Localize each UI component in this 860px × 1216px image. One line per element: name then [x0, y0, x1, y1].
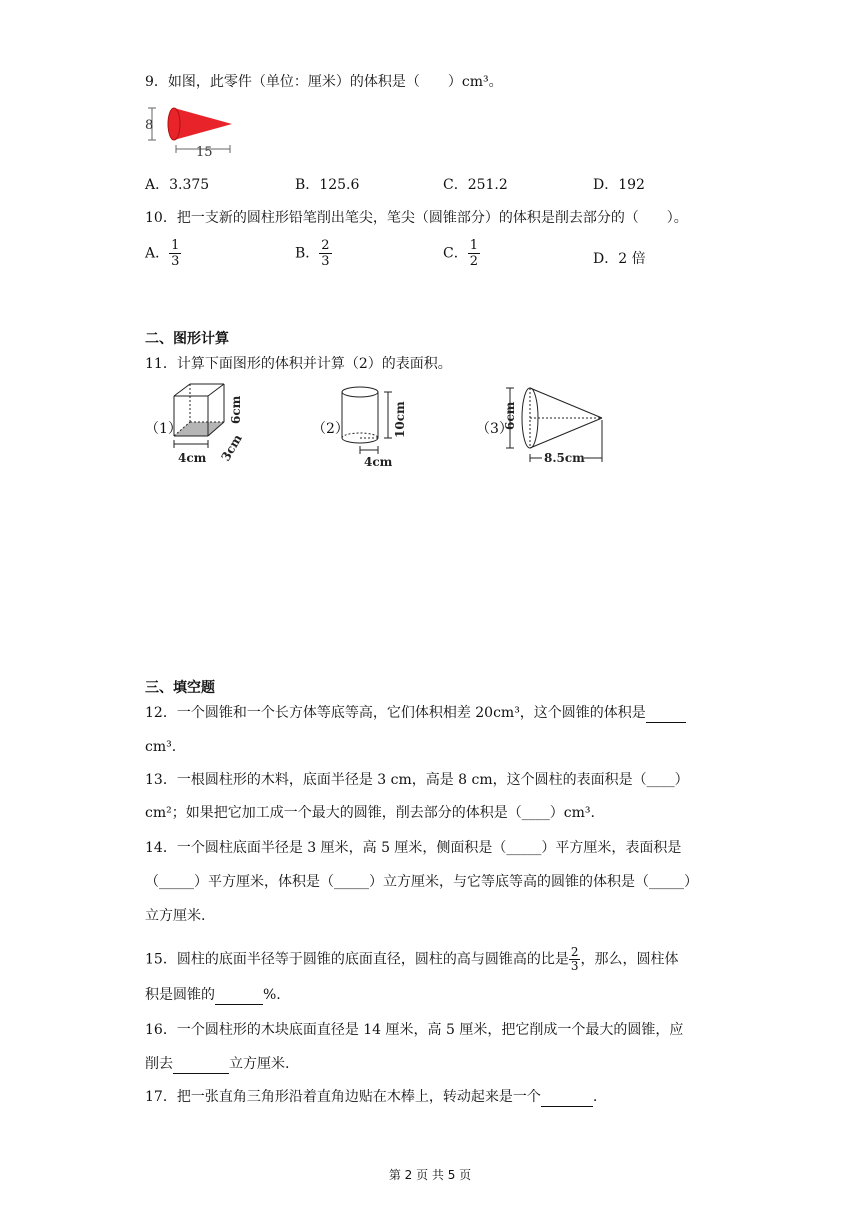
q10-option-b[interactable]: B． $\frac{2}{3}$	[295, 238, 330, 269]
cylinder-radius-label: 4cm	[364, 455, 393, 469]
section-heading-2: 二、图形计算	[145, 331, 229, 347]
q12-line1: 12．一个圆锥和一个长方体等底等高，它们体积相差 20cm³，这个圆锥的体积是	[145, 703, 686, 723]
q17-answer-blank[interactable]	[541, 1090, 593, 1107]
q15-answer-blank[interactable]	[215, 988, 263, 1005]
cone-length-label-q11: 8.5cm	[544, 451, 585, 465]
q17-line1: 17．把一张直角三角形沿着直角边贴在木棒上，转动起来是一个 .	[145, 1089, 598, 1105]
fig3-label: （3）	[476, 421, 513, 437]
cylinder-figure	[336, 380, 416, 472]
q9-option-c[interactable]: C．251.2	[443, 177, 508, 193]
cone-height-label: 8	[145, 118, 154, 133]
q10-option-a[interactable]: A． $\frac{1}{3}$	[145, 238, 180, 269]
cone-figure-q9	[140, 100, 240, 160]
cylinder-height-label: 10cm	[393, 401, 407, 438]
q16-line1: 16．一个圆柱形的木块底面直径是 14 厘米，高 5 厘米，把它削成一个最大的圆锥，应	[145, 1022, 684, 1038]
q14-line1: 14．一个圆柱底面半径是 3 厘米，高 5 厘米，侧面积是（_____）平方厘米，表面积是	[145, 840, 682, 856]
q9-text: 9．如图，此零件（单位：厘米）的体积是（ ）cm³。	[145, 74, 503, 90]
cuboid-length-label: 4cm	[178, 451, 207, 465]
cuboid-height-label: 6cm	[229, 395, 243, 424]
q9-option-b[interactable]: B．125.6	[295, 177, 360, 193]
fig1-label: （1）	[145, 421, 182, 437]
q10-option-d[interactable]: D．2 倍	[593, 251, 646, 267]
q13-line1: 13．一根圆柱形的木料，底面半径是 3 cm，高是 8 cm，这个圆柱的表面积是（____）	[145, 772, 689, 788]
q9-option-d[interactable]: D．192	[593, 177, 645, 193]
q14-line2: （_____）平方厘米，体积是（_____）立方厘米，与它等底等高的圆锥的体积是（_____）	[145, 874, 698, 890]
cone-length-label: 15	[196, 145, 213, 160]
q15-line2: 积是圆锥的 %.	[145, 987, 281, 1003]
q12-answer-blank[interactable]	[646, 706, 686, 723]
q9-option-a[interactable]: A．3.375	[145, 177, 210, 193]
fig2-label: （2）	[312, 421, 349, 437]
q16-answer-blank[interactable]	[173, 1057, 229, 1074]
q13-line2: cm²；如果把它加工成一个最大的圆锥，削去部分的体积是（____）cm³.	[145, 805, 595, 821]
page-footer: 第 2 页 共 5 页	[388, 1168, 472, 1182]
q10-text: 10．把一支新的圆柱形铅笔削出笔尖，笔尖（圆锥部分）的体积是削去部分的（ ）。	[145, 210, 688, 226]
q16-line2: 削去 立方厘米.	[145, 1056, 290, 1072]
cuboid-width-label: 3cm	[218, 431, 245, 464]
cone-diameter-label: 6cm	[503, 401, 517, 430]
q14-line3: 立方厘米.	[145, 908, 206, 924]
cuboid-figure	[168, 380, 258, 472]
q11-text: 11．计算下面图形的体积并计算（2）的表面积。	[145, 356, 452, 372]
q10-option-c[interactable]: C． $\frac{1}{2}$	[443, 238, 478, 269]
q15-line1: 15．圆柱的底面半径等于圆锥的底面直径，圆柱的高与圆锥高的比是 $\frac{2}{3}$ ，那么，圆柱体	[145, 945, 679, 973]
q12-line2: cm³.	[145, 739, 177, 755]
section-heading-3: 三、填空题	[145, 680, 215, 696]
cone-figure-q11	[500, 380, 610, 466]
